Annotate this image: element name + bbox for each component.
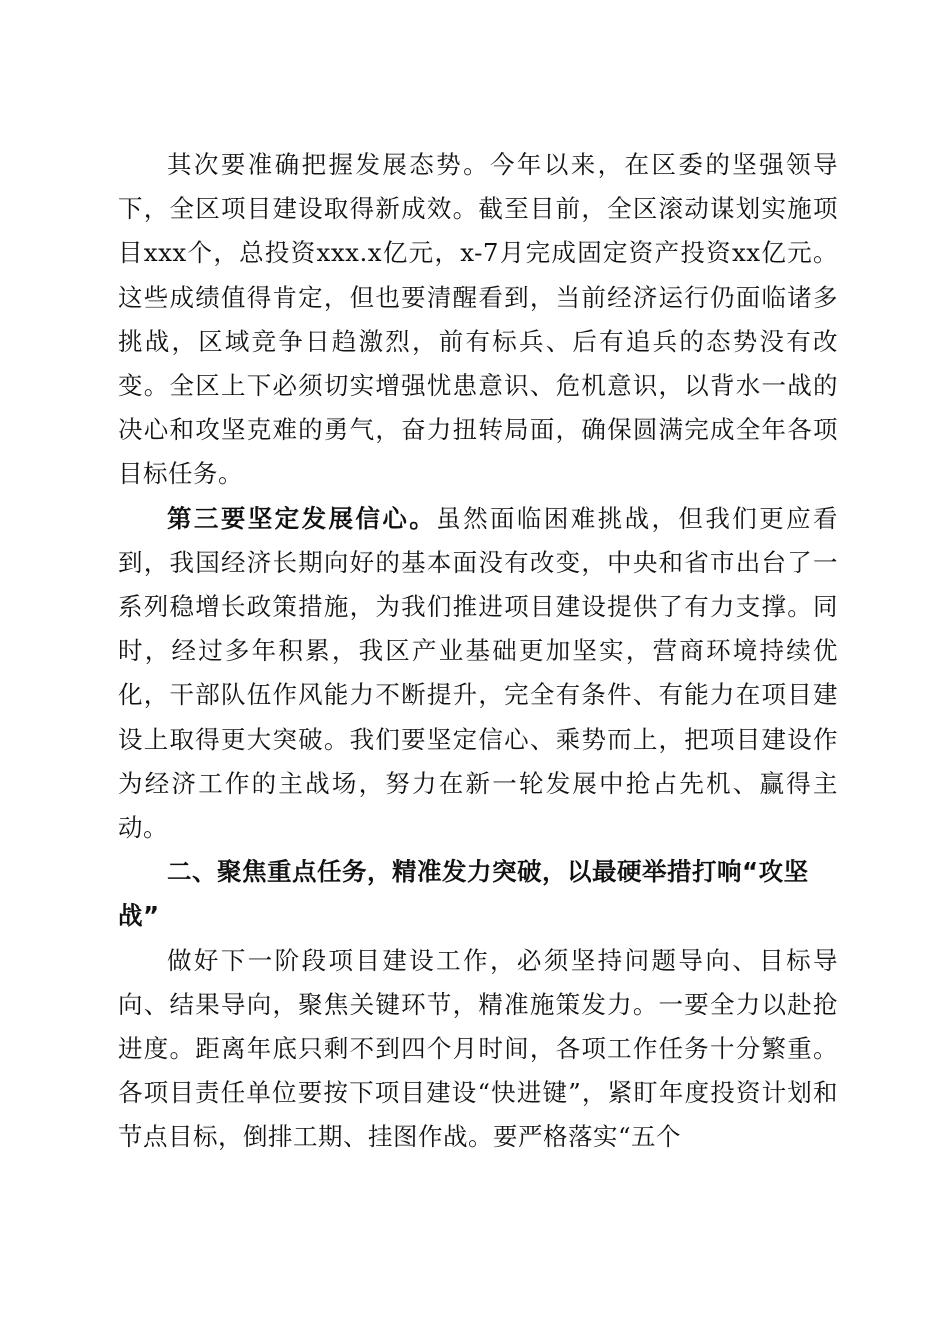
- paragraph-body-text: 虽然面临困难挑战，但我们更应看到，我国经济长期向好的基本面没有改变，中央和省市出台了一系列稳增长政策措施，为我们推进项目建设提供了有力支撑。同时，经过多年积累，我区产业基础更加坚实，营商环境持续优化，干部队伍作风能力不断提升，完全有条件、有能力在项目建设上取得更大突破。我们要坚定信心、乘势而上，把项目建设作为经济工作的主战场，努力在新一轮发展中抢占先机、赢得主动。: [118, 503, 839, 843]
- document-page: [118, 143, 838, 1160]
- paragraph-lead-text: 第三要坚定发展信心。: [167, 503, 437, 533]
- section-heading-2: 二、聚焦重点任务，精准发力突破，以最硬举措打响“攻坚战”: [118, 857, 809, 931]
- paragraph-development-situation: 其次要准确把握发展态势。今年以来，在区委的坚强领导下，全区项目建设取得新成效。截至目前，全区滚动谋划实施项目xxx个，总投资xxx.x亿元，x-7月完成固定资产投资xx亿元。这些成绩值得肯定，但也要清醒看到，当前经济运行仍面临诸多挑战，区域竞争日趋激烈，前有标兵、后有追兵的态势没有改变。全区上下必须切实增强忧患意识、危机意识，以背水一战的决心和攻坚克难的勇气，奋力扭转局面，确保圆满完成全年各项目标任务。: [118, 150, 838, 489]
- paragraph-development-confidence: [118, 497, 838, 851]
- paragraph-key-tasks: 做好下一阶段项目建设工作，必须坚持问题导向、目标导向、结果导向，聚焦关键环节，精准施策发力。一要全力以赴抢进度。距离年底只剩不到四个月时间，各项工作任务十分繁重。各项目责任单位要按下项目建设“快进键”，紧盯年度投资计划和节点目标，倒排工期、挂图作战。要严格落实“五个: [118, 945, 838, 1152]
